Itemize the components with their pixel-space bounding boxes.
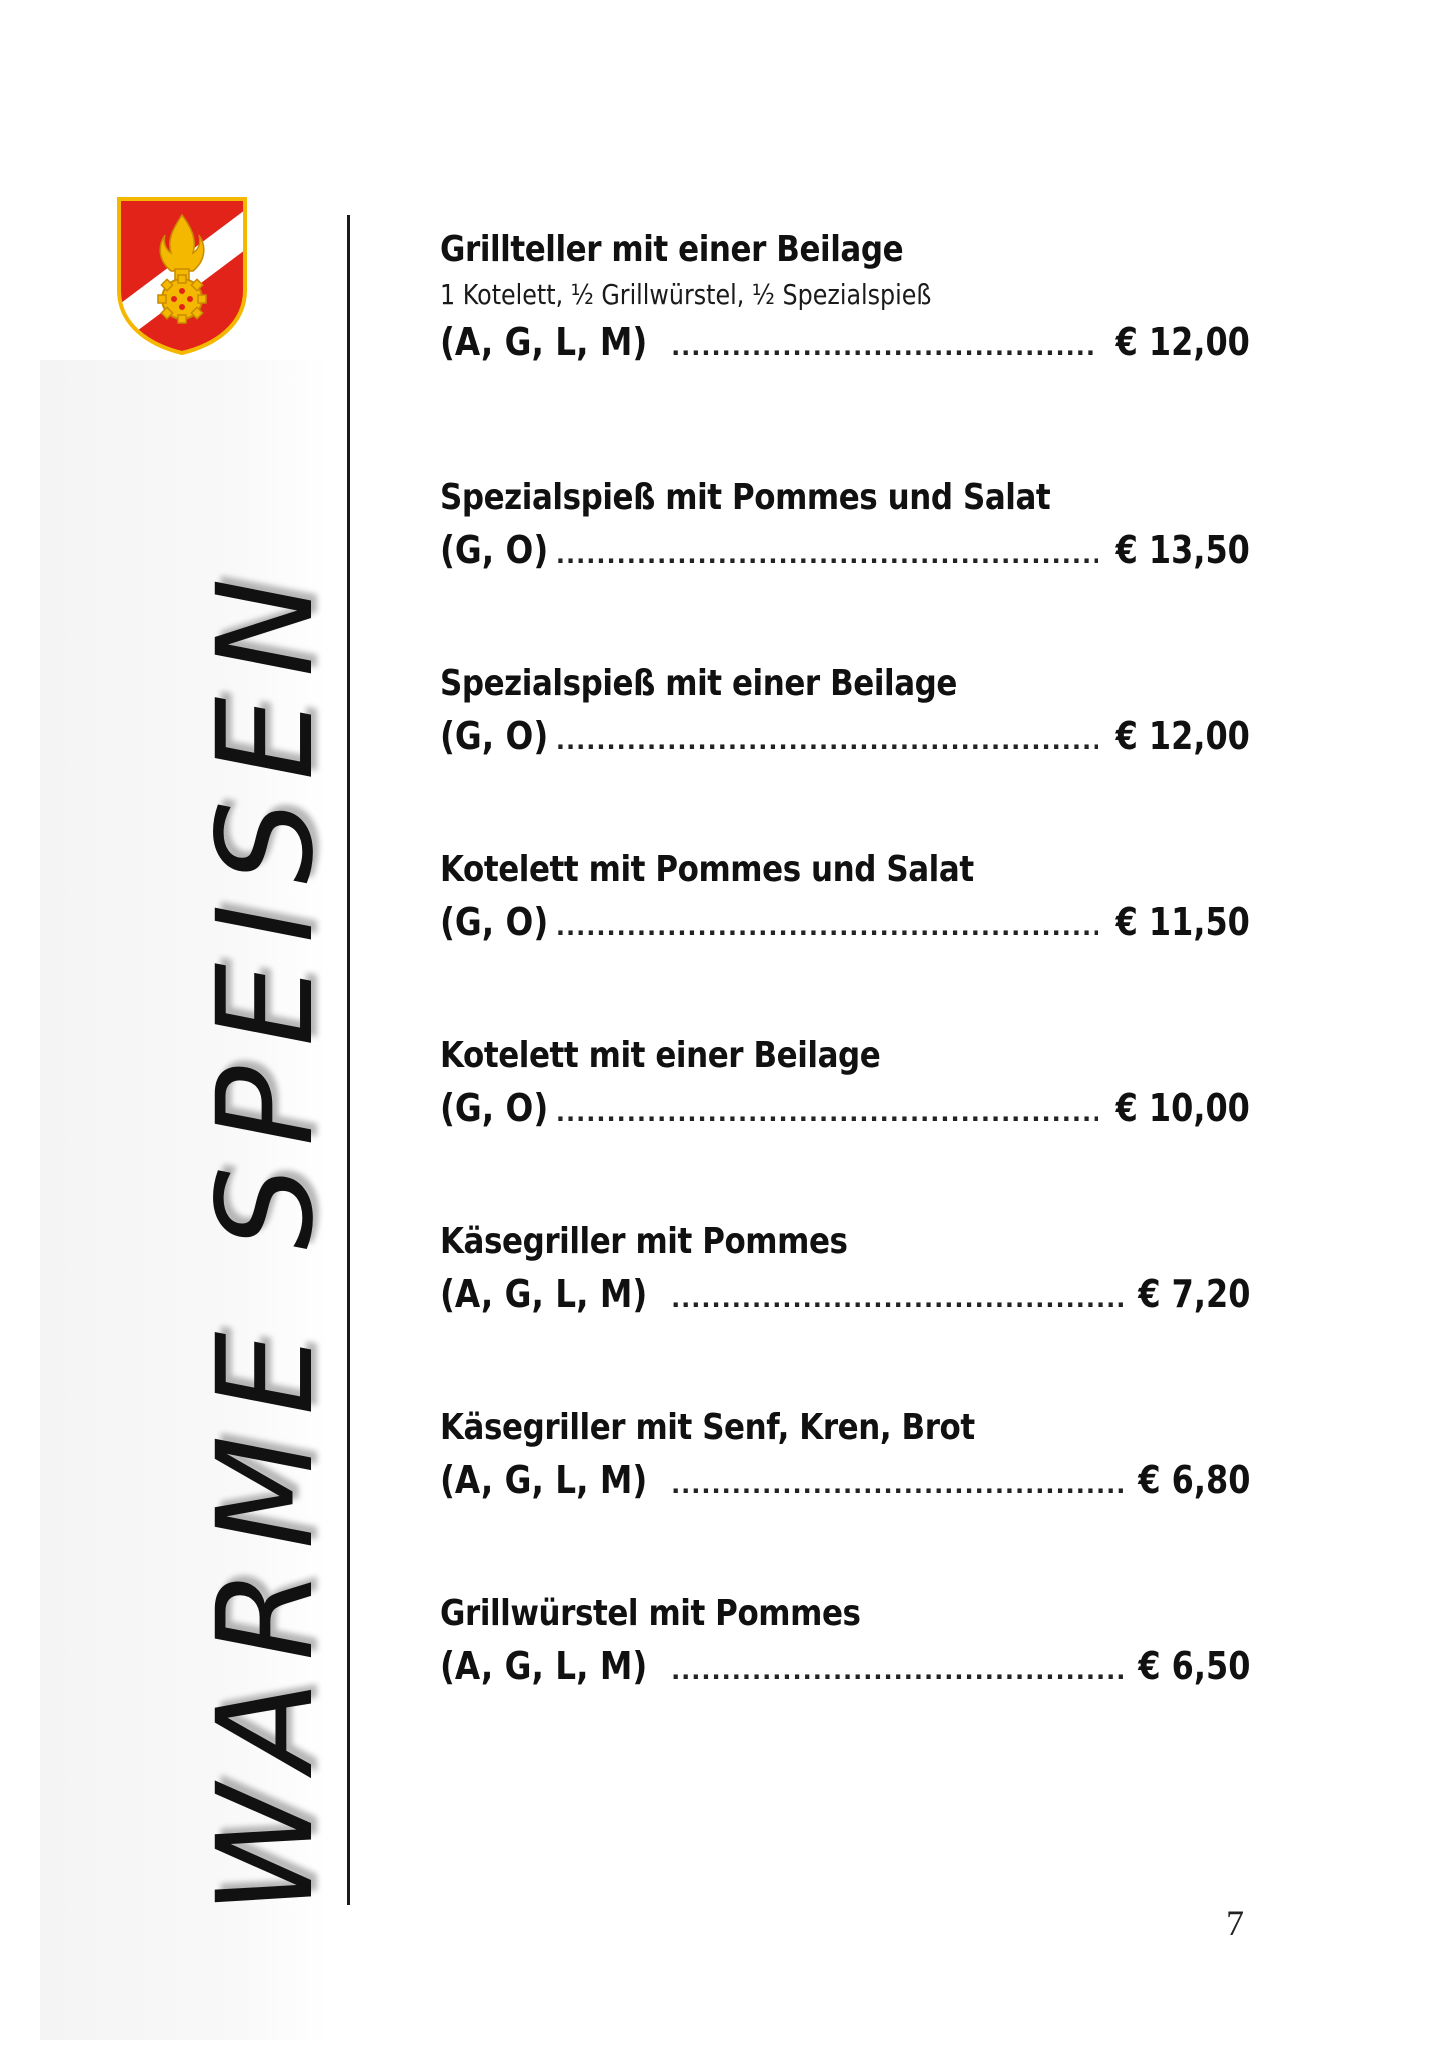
- page-number: 7: [1226, 1903, 1244, 1943]
- item-price: € 10,00: [1115, 1086, 1250, 1130]
- dot-leader: [552, 1086, 1098, 1140]
- item-price: € 6,80: [1137, 1458, 1250, 1502]
- price-line: [440, 1081, 1250, 1135]
- item-allergens: (A, G, L, M): [440, 1644, 648, 1688]
- menu-item: [440, 225, 1250, 473]
- item-allergens: (G, O): [440, 714, 549, 758]
- dot-leader: [667, 1458, 1125, 1512]
- menu-item: [440, 845, 1250, 1031]
- fire-brigade-emblem-icon: [115, 195, 249, 357]
- item-price: € 6,50: [1137, 1644, 1250, 1688]
- item-price: € 12,00: [1115, 320, 1250, 364]
- item-name: Käsegriller mit Senf, Kren, Brot: [440, 1407, 975, 1448]
- section-title: WARME SPEISEN: [189, 558, 343, 1915]
- item-price: € 13,50: [1115, 528, 1250, 572]
- menu-item: [440, 1031, 1250, 1217]
- menu-item: [440, 1403, 1250, 1589]
- dot-leader: [667, 1644, 1125, 1698]
- item-price: € 11,50: [1115, 900, 1250, 944]
- price-line: [440, 315, 1250, 369]
- item-name: Grillteller mit einer Beilage: [440, 229, 904, 270]
- item-price: € 7,20: [1137, 1272, 1250, 1316]
- dot-leader: [552, 528, 1098, 582]
- menu-item: [440, 473, 1250, 659]
- menu-item: [440, 659, 1250, 845]
- item-allergens: (A, G, L, M): [440, 1272, 648, 1316]
- price-line: [440, 523, 1250, 577]
- item-allergens: (G, O): [440, 528, 549, 572]
- menu-item: [440, 1589, 1250, 1775]
- item-name: Käsegriller mit Pommes: [440, 1221, 848, 1262]
- dot-leader: [552, 714, 1098, 768]
- menu-item: [440, 1217, 1250, 1403]
- price-line: [440, 1267, 1250, 1321]
- item-name: Kotelett mit einer Beilage: [440, 1035, 881, 1076]
- item-allergens: (G, O): [440, 1086, 549, 1130]
- item-price: € 12,00: [1115, 714, 1250, 758]
- price-line: [440, 1639, 1250, 1693]
- item-name: Kotelett mit Pommes und Salat: [440, 849, 974, 890]
- price-line: [440, 1453, 1250, 1507]
- menu-list: [440, 225, 1250, 1775]
- dot-leader: [552, 900, 1098, 954]
- item-description: 1 Kotelett, ½ Grillwürstel, ½ Spezialspieß: [440, 278, 932, 311]
- item-allergens: (A, G, L, M): [440, 1458, 648, 1502]
- item-name: Spezialspieß mit einer Beilage: [440, 663, 957, 704]
- item-allergens: (G, O): [440, 900, 549, 944]
- item-name: Spezialspieß mit Pommes und Salat: [440, 477, 1051, 518]
- vertical-divider: [347, 215, 350, 1905]
- item-allergens: (A, G, L, M): [440, 320, 648, 364]
- price-line: [440, 895, 1250, 949]
- dot-leader: [667, 1272, 1125, 1326]
- dot-leader: [667, 320, 1098, 374]
- item-name: Grillwürstel mit Pommes: [440, 1593, 861, 1634]
- price-line: [440, 709, 1250, 763]
